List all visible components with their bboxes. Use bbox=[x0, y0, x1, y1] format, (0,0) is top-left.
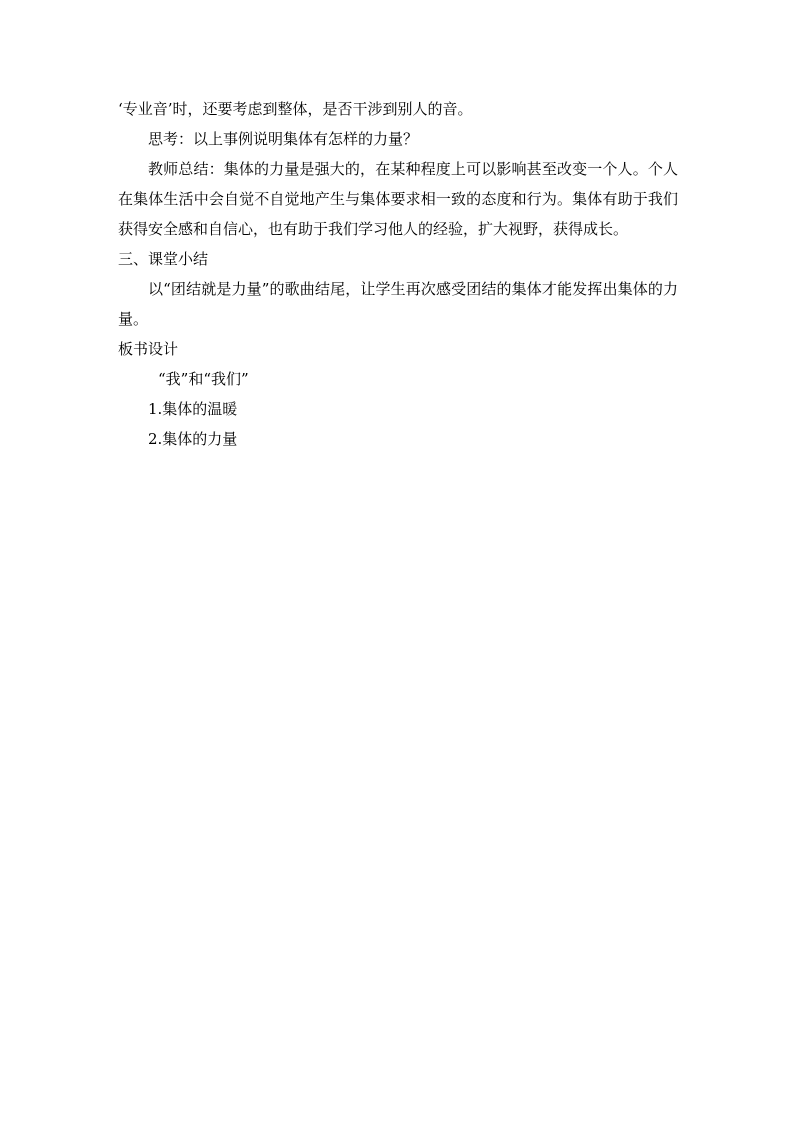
continuation-line: ‘专业音’时，还要考虑到整体，是否干涉到别人的音。 bbox=[118, 100, 473, 118]
section-three-heading: 三、课堂小结 bbox=[118, 250, 209, 268]
class-summary-paragraph: 以“团结就是力量”的歌曲结尾，让学生再次感受团结的集体才能发挥出集体的力量。 bbox=[118, 280, 678, 328]
board-design-heading: 板书设计 bbox=[118, 340, 179, 358]
board-design-item: 1.集体的温暖 bbox=[148, 400, 238, 418]
document-page bbox=[118, 94, 678, 454]
thinking-question: 思考：以上事例说明集体有怎样的力量？ bbox=[148, 130, 419, 148]
board-design-item: 2.集体的力量 bbox=[148, 430, 238, 448]
teacher-summary-paragraph: 教师总结：集体的力量是强大的，在某种程度上可以影响甚至改变一个人。个人在集体生活中会自觉不自觉地产生与集体要求相一致的态度和行为。集体有助于我们获得安全感和自信心，也有助于我们学习他人的经验，扩大视野，获得成长。 bbox=[118, 160, 678, 238]
board-design-title: “我”和“我们” bbox=[158, 370, 249, 388]
